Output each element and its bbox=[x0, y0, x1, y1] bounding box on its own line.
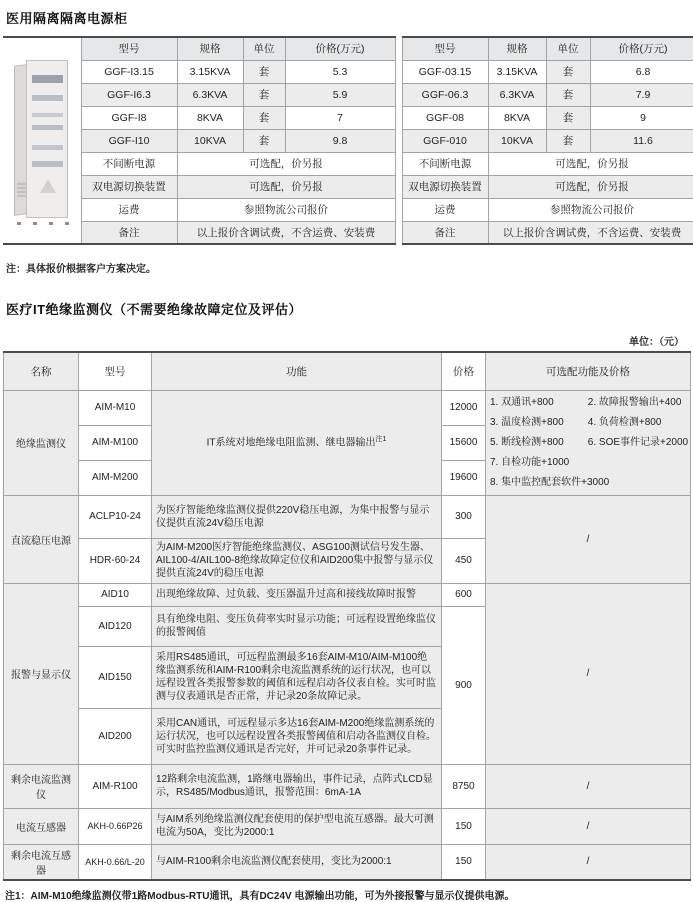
extra-value: 以上报价含调试费，不含运费、安装费 bbox=[177, 221, 395, 244]
model-cell: AIM-M10 bbox=[79, 390, 152, 425]
model-cell: GGF-06.3 bbox=[402, 83, 488, 106]
option-item: 2. 故障报警输出+400 bbox=[588, 397, 682, 408]
price-cell: 7 bbox=[285, 106, 395, 129]
extra-value: 可选配，价另报 bbox=[177, 152, 395, 175]
table-row bbox=[402, 152, 693, 175]
spec-cell: 10KVA bbox=[488, 129, 546, 152]
model-cell: GGF-010 bbox=[402, 129, 488, 152]
table-row bbox=[402, 106, 693, 129]
spec-cell: 6.3KVA bbox=[488, 83, 546, 106]
extra-label: 不间断电源 bbox=[81, 152, 177, 175]
price-cell: 900 bbox=[442, 606, 486, 764]
col-header-name: 名称 bbox=[4, 352, 79, 390]
extra-value: 参照物流公司报价 bbox=[177, 198, 395, 221]
option-item: 7. 自检功能+1000 bbox=[490, 457, 569, 468]
extra-value: 可选配，价另报 bbox=[488, 175, 693, 198]
table-row bbox=[402, 175, 693, 198]
model-cell: AIM-R100 bbox=[79, 764, 152, 808]
model-cell: ACLP10-24 bbox=[79, 495, 152, 538]
model-cell: AID150 bbox=[79, 646, 152, 708]
price-cell: 6.8 bbox=[590, 60, 693, 83]
price-cell: 600 bbox=[442, 583, 486, 606]
cabinet-front bbox=[26, 60, 68, 218]
option-item: 1. 双通讯+800 bbox=[490, 393, 585, 413]
col-header-model: 型号 bbox=[79, 352, 152, 390]
options-slash-cell: / bbox=[486, 583, 691, 764]
option-line bbox=[490, 433, 686, 453]
options-slash-cell: / bbox=[486, 844, 691, 880]
cabinet-module bbox=[32, 75, 63, 83]
extra-value: 参照物流公司报价 bbox=[488, 198, 693, 221]
ggf-0-series-table bbox=[402, 36, 693, 245]
unit-cell: 套 bbox=[243, 60, 285, 83]
price-cell: 5.9 bbox=[285, 83, 395, 106]
function-cell: 为医疗智能绝缘监测仪提供220V稳压电源，为集中报警与显示仪提供直流24V稳压电源 bbox=[152, 495, 442, 538]
spec-cell: 10KVA bbox=[177, 129, 243, 152]
option-line bbox=[490, 453, 686, 473]
function-cell: 12路剩余电流监测，1路继电器输出，事件记录，点阵式LCD显示，RS485/Modbus通讯，报警范围：6mA-1A bbox=[152, 764, 442, 808]
footnote-ref: 注1 bbox=[375, 436, 386, 443]
table-row bbox=[402, 198, 693, 221]
section1-note: 注：具体报价根据客户方案决定。 bbox=[6, 260, 690, 275]
col-header-price: 价格(万元) bbox=[590, 37, 693, 60]
price-cell: 9 bbox=[590, 106, 693, 129]
options-slash-cell: / bbox=[486, 495, 691, 583]
price-cell: 150 bbox=[442, 808, 486, 844]
unit-cell: 套 bbox=[546, 129, 590, 152]
table-header-row bbox=[402, 37, 693, 60]
table-row bbox=[402, 221, 693, 244]
extra-label: 备注 bbox=[402, 221, 488, 244]
option-line bbox=[490, 413, 686, 433]
model-cell: AKH-0.66P26 bbox=[79, 808, 152, 844]
col-header-function: 功能 bbox=[152, 352, 442, 390]
options-slash-cell: / bbox=[486, 808, 691, 844]
unit-cell: 套 bbox=[243, 129, 285, 152]
model-cell: AIM-M200 bbox=[79, 460, 152, 495]
price-cell: 7.9 bbox=[590, 83, 693, 106]
unit-cell: 套 bbox=[243, 83, 285, 106]
option-item: 3. 温度检测+800 bbox=[490, 413, 585, 433]
option-item: 6. SOE事件记录+2000 bbox=[588, 437, 688, 448]
function-cell: 为AIM-M200医疗智能绝缘监测仪、ASG100测试信号发生器、AIL100-4/AIL100-8绝缘故障定位仪和AID200集中报警与显示仪提供直流24V的稳压电源 bbox=[152, 538, 442, 583]
table-header-row bbox=[4, 352, 691, 390]
col-header-spec: 规格 bbox=[177, 37, 243, 60]
col-header-model: 型号 bbox=[81, 37, 177, 60]
table-row bbox=[402, 83, 693, 106]
cabinet-module bbox=[32, 113, 63, 117]
ggf-i-series-table bbox=[3, 36, 396, 245]
warning-triangle-icon bbox=[40, 179, 56, 193]
unit-cell: 套 bbox=[243, 106, 285, 129]
price-cell: 19600 bbox=[442, 460, 486, 495]
group-name-cell: 绝缘监测仪 bbox=[4, 390, 79, 495]
extra-label: 双电源切换装置 bbox=[402, 175, 488, 198]
model-cell: AID120 bbox=[79, 606, 152, 646]
model-cell: AID200 bbox=[79, 708, 152, 764]
spec-cell: 6.3KVA bbox=[177, 83, 243, 106]
model-cell: GGF-03.15 bbox=[402, 60, 488, 83]
cabinet-module bbox=[32, 145, 63, 150]
function-cell: 出现绝缘故障、过负载、变压器温升过高和接线故障时报警 bbox=[152, 583, 442, 606]
function-cell bbox=[152, 390, 442, 495]
price-cell: 11.6 bbox=[590, 129, 693, 152]
group-name-cell: 直流稳压电源 bbox=[4, 495, 79, 583]
table-row bbox=[4, 808, 691, 844]
col-header-options: 可选配功能及价格 bbox=[486, 352, 691, 390]
cabinet-module bbox=[32, 125, 63, 130]
section1-tables bbox=[3, 36, 690, 245]
spec-cell: 3.15KVA bbox=[488, 60, 546, 83]
function-text: IT系统对地绝缘电阻监测、继电器输出 bbox=[207, 438, 376, 449]
price-cell: 12000 bbox=[442, 390, 486, 425]
model-cell: GGF-I8 bbox=[81, 106, 177, 129]
col-header-price: 价格 bbox=[442, 352, 486, 390]
price-cell: 150 bbox=[442, 844, 486, 880]
price-cell: 5.3 bbox=[285, 60, 395, 83]
function-cell: 具有绝缘电阻、变压负荷率实时显示功能；可远程设置绝缘监仪的报警阀值 bbox=[152, 606, 442, 646]
table-header-row bbox=[3, 37, 395, 60]
price-cell: 450 bbox=[442, 538, 486, 583]
table-row bbox=[402, 60, 693, 83]
col-header-spec: 规格 bbox=[488, 37, 546, 60]
unit-cell: 套 bbox=[546, 83, 590, 106]
model-cell: AIM-M100 bbox=[79, 425, 152, 460]
function-cell: 采用CAN通讯，可远程显示多达16套AIM-M200绝缘监测系统的运行状况，也可以远程设置各类报警阈值和启动各监测仪自检。可实时监控监测仪通讯是否完好，并可记录20条事件记录。 bbox=[152, 708, 442, 764]
cabinet-feet bbox=[17, 222, 69, 225]
spec-cell: 3.15KVA bbox=[177, 60, 243, 83]
option-item: 5. 断线检测+800 bbox=[490, 433, 585, 453]
price-cell: 15600 bbox=[442, 425, 486, 460]
extra-label: 双电源切换装置 bbox=[81, 175, 177, 198]
model-cell: AKH-0.66/L-20 bbox=[79, 844, 152, 880]
price-cell: 300 bbox=[442, 495, 486, 538]
extra-label: 运费 bbox=[81, 198, 177, 221]
table-row bbox=[4, 390, 691, 425]
table-row bbox=[4, 583, 691, 606]
spec-cell: 8KVA bbox=[177, 106, 243, 129]
table-row bbox=[4, 764, 691, 808]
option-line bbox=[490, 393, 686, 413]
extra-label: 运费 bbox=[402, 198, 488, 221]
model-cell: GGF-I3.15 bbox=[81, 60, 177, 83]
unit-cell: 套 bbox=[546, 60, 590, 83]
model-cell: GGF-I10 bbox=[81, 129, 177, 152]
price-cell: 9.8 bbox=[285, 129, 395, 152]
extra-value: 以上报价含调试费，不含运费、安装费 bbox=[488, 221, 693, 244]
insulation-monitor-price-table bbox=[3, 351, 691, 881]
cabinet-vent bbox=[17, 181, 26, 197]
price-cell: 8750 bbox=[442, 764, 486, 808]
section2-footnote: 注1：AIM-M10绝缘监测仪带1路Modbus-RTU通讯，具有DC24V 电源输出功能，可为外接报警与显示仪提供电源。 bbox=[5, 887, 690, 902]
unit-cell: 套 bbox=[546, 106, 590, 129]
table-row bbox=[4, 495, 691, 538]
function-cell: 与AIM系列绝缘监测仪配套使用的保护型电流互感器。最大可测电流为50A，变比为2000:1 bbox=[152, 808, 442, 844]
model-cell: GGF-I6.3 bbox=[81, 83, 177, 106]
col-header-model: 型号 bbox=[402, 37, 488, 60]
extra-label: 不间断电源 bbox=[402, 152, 488, 175]
cabinet-photo-cell bbox=[3, 37, 81, 244]
cabinet-module bbox=[32, 95, 63, 101]
group-name-cell: 报警与显示仪 bbox=[4, 583, 79, 764]
group-name-cell: 剩余电流监测仪 bbox=[4, 764, 79, 808]
function-cell: 采用RS485通讯，可远程监测最多16套AIM-M10/AIM-M100绝缘监测系统和AIM-R100剩余电流监测系统的运行状况，也可以远程设置各类报警参数的阈值和远程启动各仪表自检。实可时监测与仪表通讯是否正常，并记录20条故障记录。 bbox=[152, 646, 442, 708]
cabinet-module bbox=[32, 161, 63, 167]
options-cell bbox=[486, 390, 691, 495]
extra-label: 备注 bbox=[81, 221, 177, 244]
power-cabinet-photo bbox=[11, 57, 73, 225]
option-item: 8. 集中监控配套软件+3000 bbox=[490, 477, 609, 488]
group-name-cell: 剩余电流互感器 bbox=[4, 844, 79, 880]
col-header-unit: 单位 bbox=[243, 37, 285, 60]
option-item: 4. 负荷检测+800 bbox=[588, 417, 662, 428]
extra-value: 可选配，价另报 bbox=[488, 152, 693, 175]
model-cell: HDR-60-24 bbox=[79, 538, 152, 583]
extra-value: 可选配，价另报 bbox=[177, 175, 395, 198]
section1-title: 医用隔离隔离电源柜 bbox=[6, 8, 690, 27]
unit-of-price-label: 单位：（元） bbox=[3, 333, 684, 348]
section2-title: 医疗IT绝缘监测仪（不需要绝缘故障定位及评估） bbox=[6, 299, 690, 318]
group-name-cell: 电流互感器 bbox=[4, 808, 79, 844]
table-row bbox=[4, 844, 691, 880]
model-cell: GGF-08 bbox=[402, 106, 488, 129]
col-header-unit: 单位 bbox=[546, 37, 590, 60]
table-row bbox=[402, 129, 693, 152]
model-cell: AID10 bbox=[79, 583, 152, 606]
option-line bbox=[490, 473, 686, 493]
col-header-price: 价格(万元) bbox=[285, 37, 395, 60]
spec-cell: 8KVA bbox=[488, 106, 546, 129]
options-slash-cell: / bbox=[486, 764, 691, 808]
function-cell: 与AIM-R100剩余电流监测仪配套使用，变比为2000:1 bbox=[152, 844, 442, 880]
